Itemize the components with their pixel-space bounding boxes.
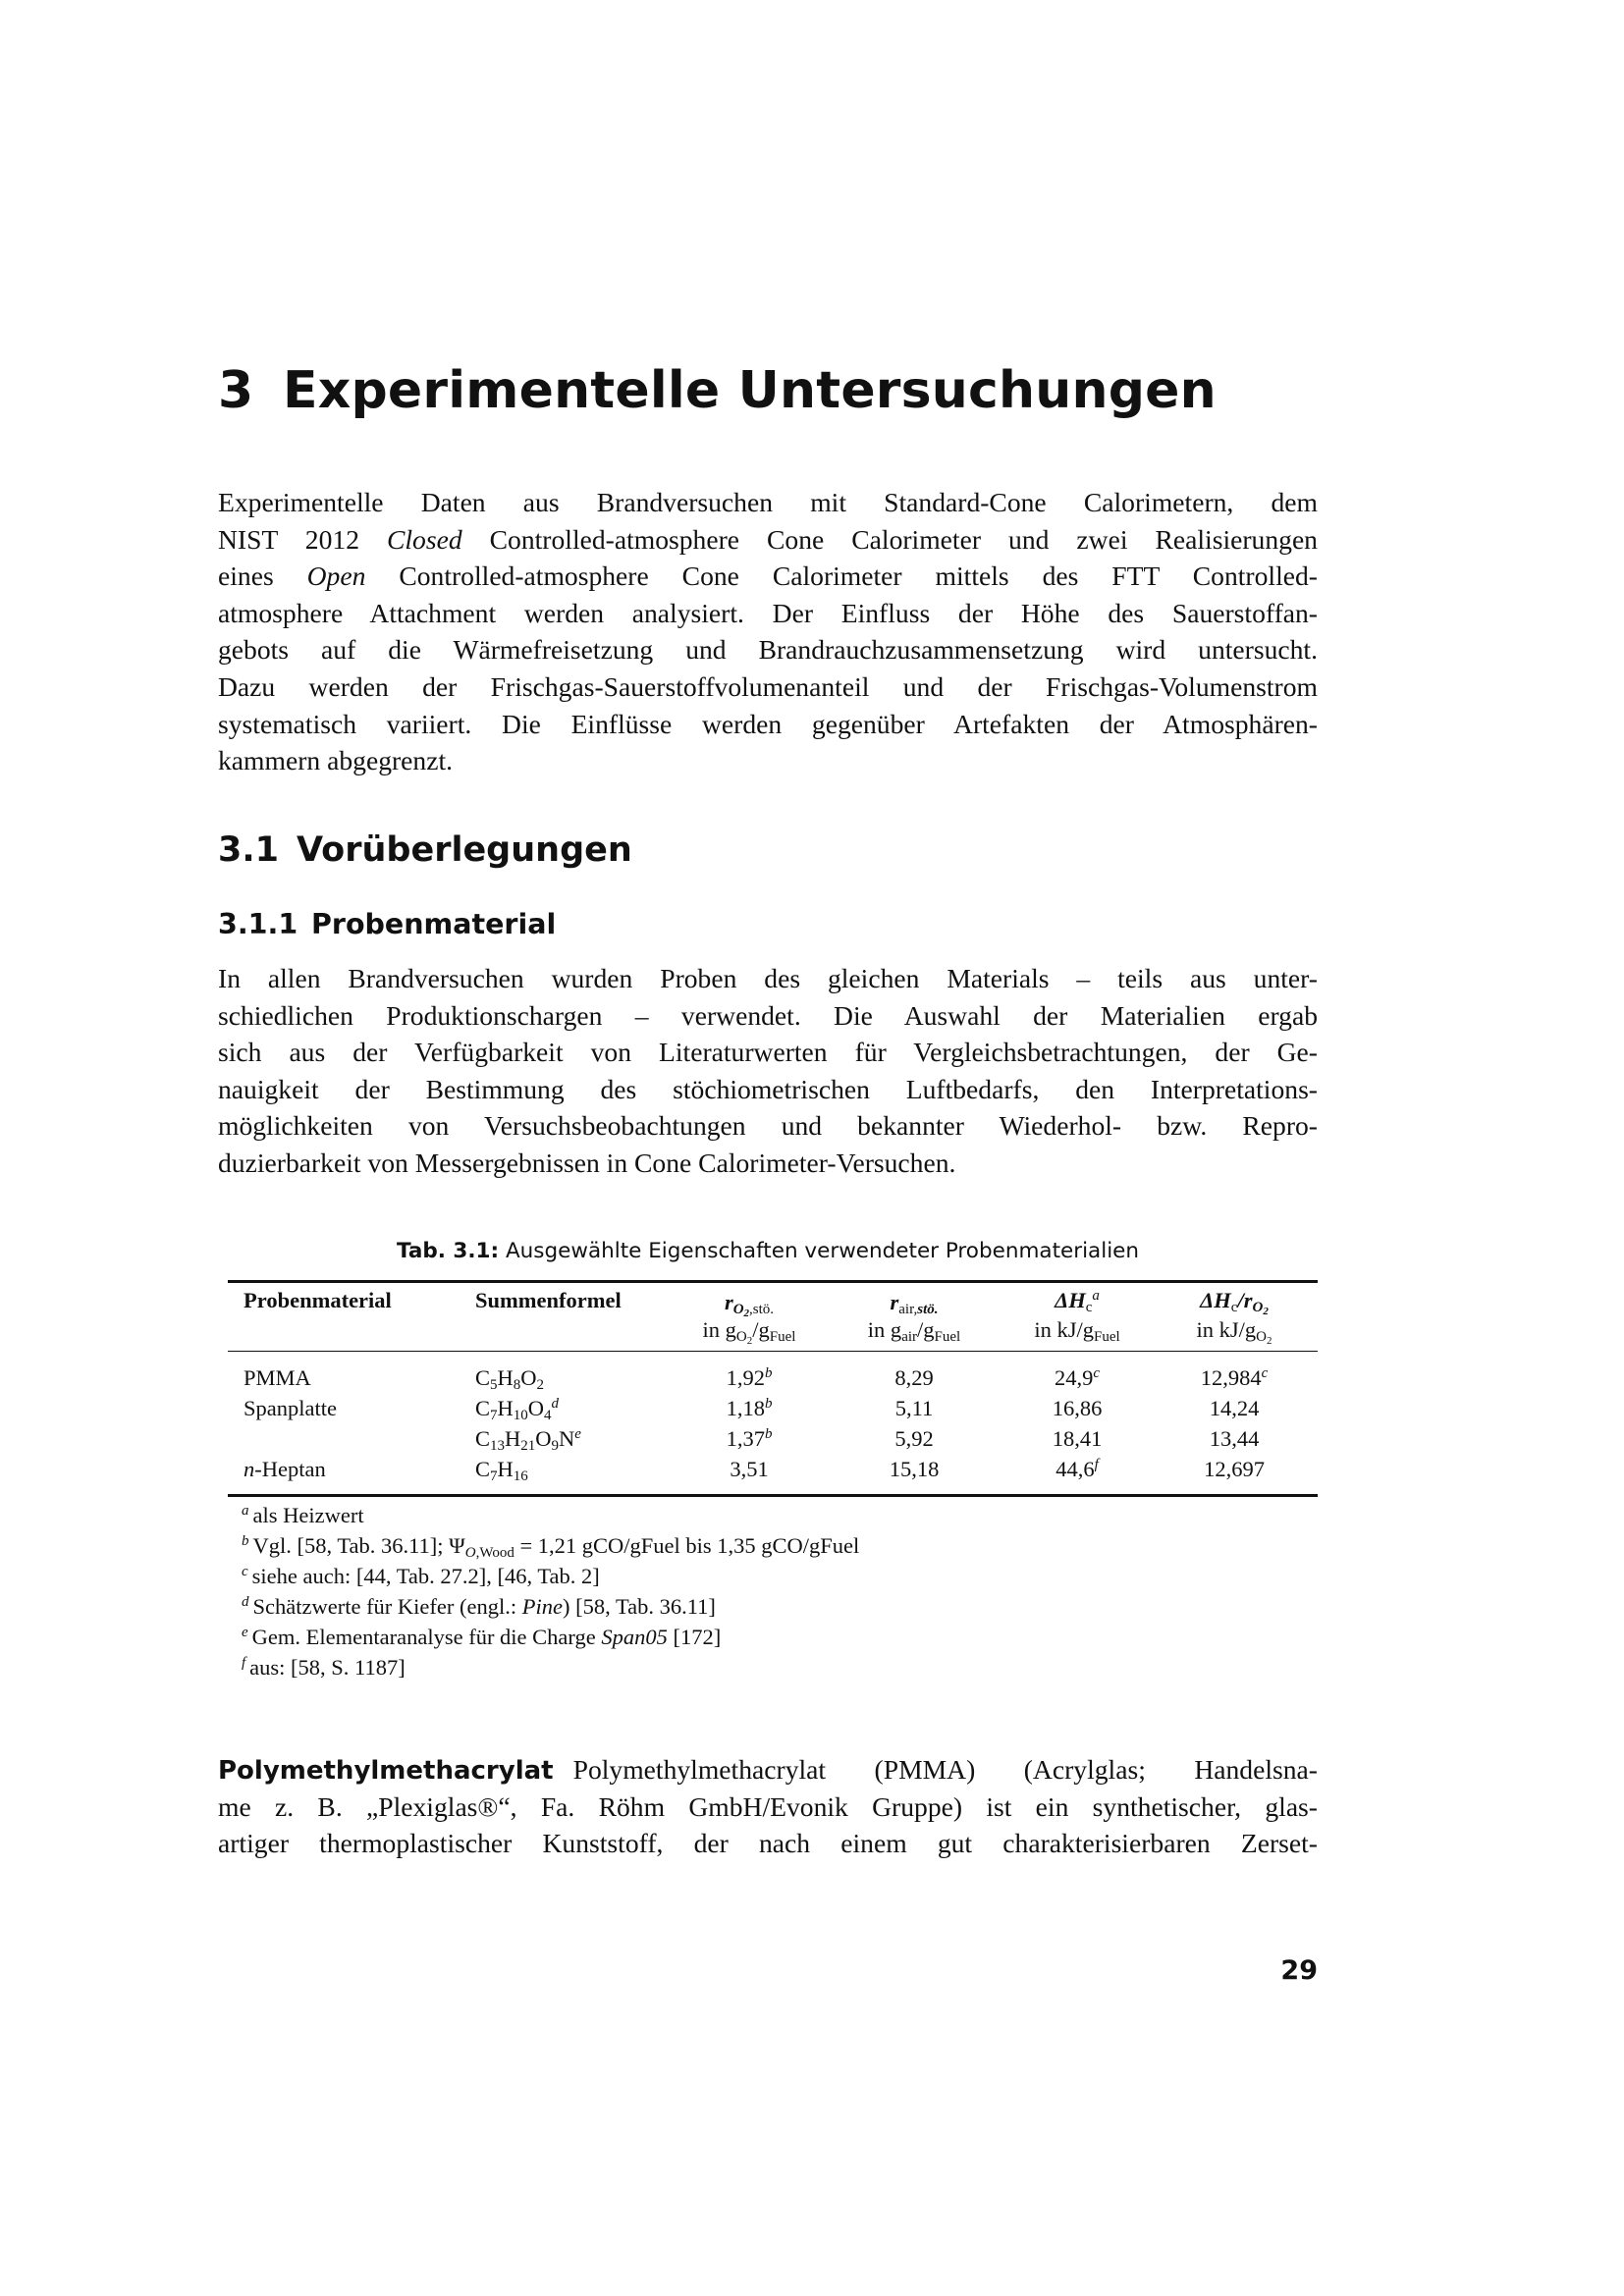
- table-footnote: $^e$ Gem. Elementaranalyse für die Charge Span05 [172]: [242, 1625, 722, 1649]
- subsection-heading: [218, 908, 556, 940]
- table-caption-label: Tab. 3.1:: [396, 1239, 500, 1263]
- paragraph-line: eines Open Controlled-atmosphere Cone Calorimeter mittels des FTT Controlled-: [218, 561, 1318, 592]
- section-number: 3.1: [218, 830, 280, 870]
- table-cell-dhc-ro2: 12,984$^c$: [1200, 1365, 1269, 1390]
- table-footnote: $^d$ Schätzwerte für Kiefer (engl.: Pine) [58, Tab. 36.11]: [242, 1594, 716, 1619]
- intro-paragraph: [218, 484, 1318, 779]
- table-mid-rule: [228, 1351, 1318, 1352]
- table-header-r-air-unit: in $g_{air}/g_{Fuel}$: [867, 1317, 961, 1345]
- paragraph-line: gebots auf die Wärmefreisetzung und Brandrauchzusammensetzung wird untersucht.: [218, 634, 1318, 666]
- table-header-formula: Summenformel: [475, 1288, 622, 1312]
- table-cell-formula: $C_7H_{16}$: [475, 1457, 528, 1484]
- paragraph-line: NIST 2012 Closed Controlled-atmosphere Cone Calorimeter und zwei Realisierungen: [218, 523, 1318, 555]
- table-header-r-o2-unit: in $g_{O_2}/g_{Fuel}$: [702, 1317, 796, 1347]
- probenmaterial-paragraph: [218, 960, 1318, 1182]
- table-cell-material: PMMA: [244, 1365, 311, 1390]
- table-cell-r-o2: 1,18$^b$: [726, 1396, 773, 1420]
- paragraph-line: nauigkeit der Bestimmung des stöchiometrischen Luftbedarfs, den Interpretations-: [218, 1073, 1318, 1104]
- paragraph-line: Polymethylmethacrylat Polymethylmethacrylat (PMMA) (Acrylglas; Handelsna-: [218, 1754, 1318, 1786]
- table-cell-r-air: 5,11: [894, 1396, 934, 1420]
- table-footnote: $^b$ Vgl. [58, Tab. 36.11]; $\Psi_{O,Wood} = 1,21$ gCO/gFuel bis 1,35 gCO/gFuel: [242, 1533, 860, 1561]
- paragraph-line: sich aus der Verfügbarkeit von Literaturwerten für Vergleichsbetrachtungen, der Ge-: [218, 1037, 1318, 1068]
- table-footnote: $^c$ siehe auch: [44, Tab. 27.2], [46, Tab. 2]: [242, 1564, 600, 1588]
- table-cell-dhc-ro2: 13,44: [1209, 1426, 1260, 1451]
- table-top-rule: [228, 1280, 1318, 1283]
- table-header-dhc-ro2: $\Delta H_c/r_{O_2}$: [1200, 1288, 1269, 1317]
- table-cell-r-air: 15,18: [889, 1457, 940, 1481]
- table-cell-material: Spanplatte: [244, 1396, 337, 1420]
- paragraph-line: In allen Brandversuchen wurden Proben des gleichen Materials – teils aus unter-: [218, 963, 1318, 993]
- paragraph-line: duzierbarkeit von Messergebnissen in Cone Calorimeter-Versuchen.: [218, 1147, 956, 1178]
- paragraph-line: kammern abgegrenzt.: [218, 745, 454, 776]
- table-cell-formula: $C_7H_{10}O_4^d$: [475, 1396, 560, 1423]
- table-cell-dhc: 44,6$^f$: [1056, 1457, 1099, 1481]
- paragraph-line: atmosphere Attachment werden analysiert. Der Einfluss der Höhe des Sauerstoffan-: [218, 597, 1318, 628]
- section-title: Vorüberlegungen: [297, 830, 632, 870]
- table-cell-dhc: 18,41: [1052, 1426, 1103, 1451]
- paragraph-line: me z. B. „Plexiglas®“, Fa. Röhm GmbH/Evonik Gruppe) ist ein synthetischer, glas-: [218, 1790, 1318, 1822]
- subsection-number: 3.1.1: [218, 908, 298, 940]
- table-header-r-o2: $r_{O_2,stö.}$: [724, 1290, 775, 1319]
- table-cell-dhc: 16,86: [1052, 1396, 1103, 1420]
- table-cell-dhc-ro2: 14,24: [1209, 1396, 1260, 1420]
- subsection-title: Probenmaterial: [311, 908, 557, 940]
- table-cell-material: n-Heptan: [244, 1457, 326, 1481]
- table-caption: [218, 1239, 1318, 1263]
- chapter-number: 3: [218, 361, 254, 420]
- runin-heading: Polymethylmethacrylat: [218, 1756, 554, 1786]
- table-cell-r-air: 8,29: [894, 1365, 934, 1390]
- paragraph-line: artiger thermoplastischer Kunststoff, der nach einem gut charakterisierbaren Zerset-: [218, 1828, 1318, 1859]
- paragraph-line: systematisch variiert. Die Einflüsse werden gegenüber Artefakten der Atmosphären-: [218, 708, 1318, 739]
- table-cell-r-o2: 1,37$^b$: [726, 1426, 773, 1451]
- paragraph-line: Dazu werden der Frischgas-Sauerstoffvolumenanteil und der Frischgas-Volumenstrom: [218, 670, 1318, 702]
- table-header-dhc-unit: in $kJ/g_{Fuel}$: [1034, 1317, 1120, 1345]
- pmma-paragraph: [218, 1751, 1318, 1862]
- paragraph-line: schiedlichen Produktionschargen – verwendet. Die Auswahl der Materialien ergab: [218, 999, 1318, 1031]
- table-footnote: $^f$ aus: [58, S. 1187]: [242, 1655, 406, 1680]
- table-cell-dhc: 24,9$^c$: [1054, 1365, 1101, 1390]
- table-cell-formula: $C_{13}H_{21}O_9N^e$: [475, 1426, 581, 1454]
- section-heading: [218, 830, 632, 870]
- table-footnote: $^a$ als Heizwert: [242, 1503, 364, 1527]
- table-cell-r-o2: 3,51: [730, 1457, 769, 1481]
- table-header-r-air: $r_{air,stö.}$: [890, 1290, 939, 1317]
- table-cell-r-o2: 1,92$^b$: [726, 1365, 773, 1390]
- table-header-dhc-ro2-unit: in $kJ/g_{O_2}$: [1196, 1317, 1272, 1347]
- page-number: 29: [1280, 1955, 1318, 1986]
- table-bottom-rule: [228, 1494, 1318, 1497]
- table-cell-r-air: 5,92: [894, 1426, 934, 1451]
- table-cell-dhc-ro2: 12,697: [1204, 1457, 1265, 1481]
- chapter-title-text: Experimentelle Untersuchungen: [283, 361, 1217, 420]
- paragraph-line: möglichkeiten von Versuchsbeobachtungen und bekannter Wiederhol- bzw. Repro-: [218, 1110, 1318, 1142]
- table-cell-formula: $C_5H_8O_2$: [475, 1365, 545, 1393]
- table-header-dhc: $\Delta H_c^a$: [1055, 1288, 1100, 1315]
- paragraph-line: Experimentelle Daten aus Brandversuchen mit Standard-Cone Calorimetern, dem: [218, 487, 1318, 517]
- table-header-material: Probenmaterial: [244, 1288, 392, 1312]
- chapter-title: [218, 361, 1318, 420]
- table-caption-text: Ausgewählte Eigenschaften verwendeter Probenmaterialien: [505, 1239, 1140, 1263]
